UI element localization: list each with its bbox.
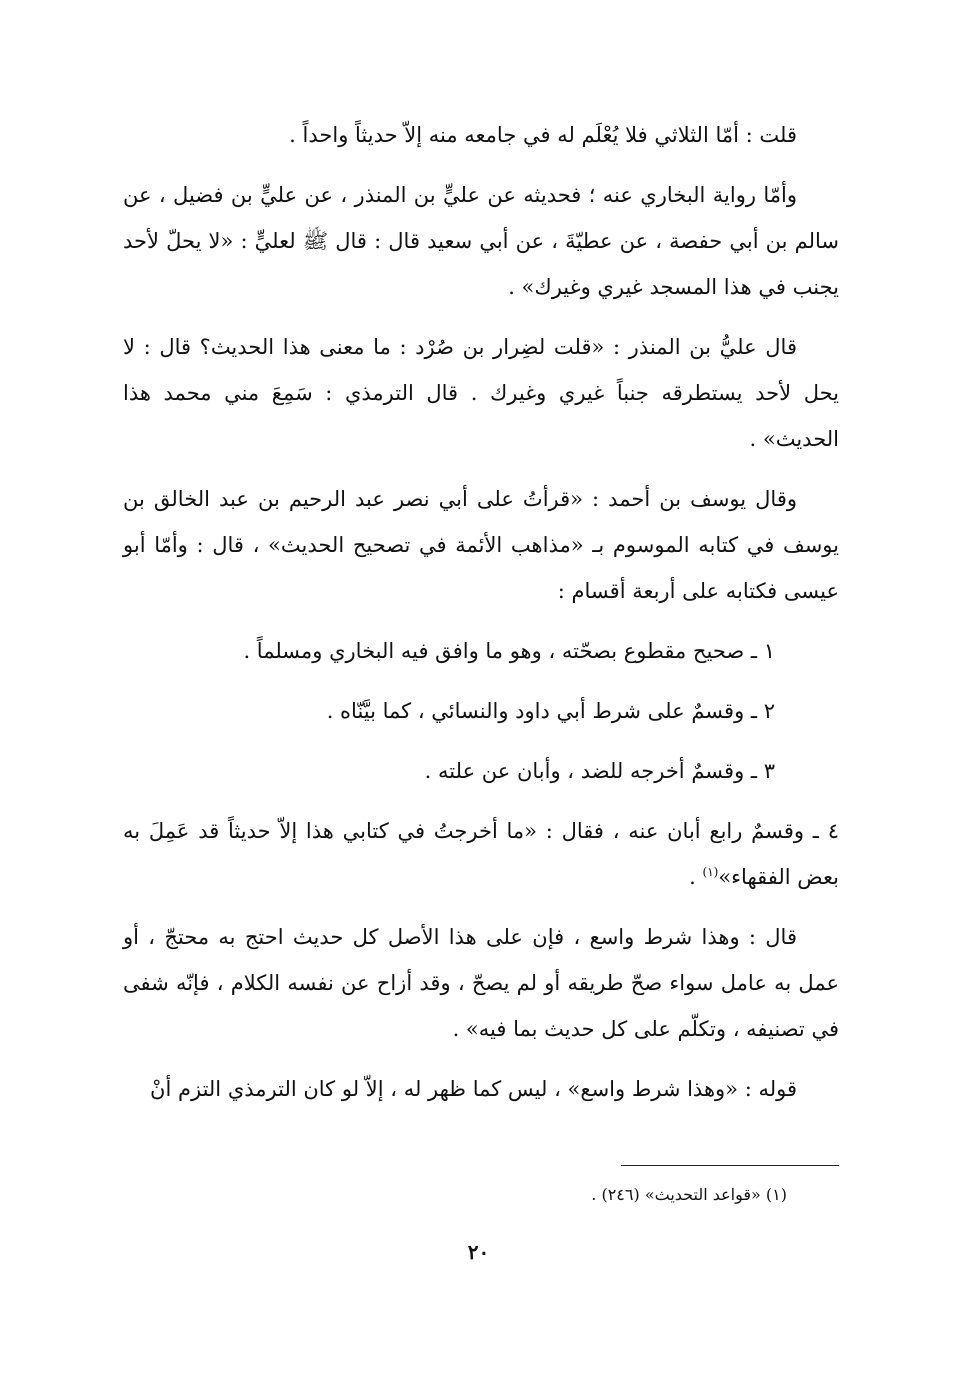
paragraph: قال عليُّ بن المنذر : «قلت لضِرار بن صُرْد : ما معنى هذا الحديث؟ قال : لا يحل لأحد يستطرقه جنباً غيري وغيرك . قال الترمذي : سَمِعَ مني محمد هذا الحديث» . [123, 335, 839, 451]
list-item: ٢ ـ وقسمٌ على شرط أبي داود والنسائي ، كما بيَّنّاه . [326, 699, 775, 723]
footnote: (١) «قواعد التحديث» (٢٤٦) . [591, 1185, 787, 1204]
paragraph: قال : وهذا شرط واسع ، فإن على هذا الأصل كل حديث احتج به محتجّ ، أو عمل به عامل سواء صحّ طريقه أو لم يصحّ ، وقد أزاح عن نفسه الكلام ، فإنّه شفى في تصنيفه ، وتكلّم على كل حديث بما فيه» . [123, 925, 839, 1041]
footnote-marker: (١) [702, 865, 719, 879]
paragraph: وقال يوسف بن أحمد : «قرأتُ على أبي نصر عبد الرحيم بن عبد الخالق بن يوسف في كتابه الموسوم بـ «مذاهب الأئمة في تصحيح الحديث» ، قال : وأمّا أبو عيسى فكتابه على أربعة أقسام : [123, 487, 839, 603]
list-item: ٣ ـ وقسمٌ أخرجه للضد ، وأبان عن علته . [424, 759, 775, 783]
footnote-divider [621, 1165, 839, 1166]
paragraph: قلت : أمّا الثلاثي فلا يُعْلَم له في جامعه منه إلاّ حديثاً واحداً . [289, 123, 797, 147]
list-item: ١ ـ صحيح مقطوع بصحّته ، وهو ما وافق فيه البخاري ومسلماً . [243, 639, 775, 663]
list-item [123, 808, 839, 900]
paragraph: قوله : «وهذا شرط واسع» ، ليس كما ظهر له ، إلاّ لو كان الترمذي التزم أنْ [150, 1077, 797, 1101]
main-text [123, 112, 839, 1126]
list-item-end: . [689, 865, 703, 889]
page-number: ٢٠ [467, 1240, 490, 1264]
list-item-text: ٤ ـ وقسمٌ رابع أبان عنه ، فقال : «ما أخرجتُ في كتابي هذا إلاّ حديثاً قد عَمِلَ به بعض الفقهاء» [123, 819, 839, 889]
paragraph: وأمّا رواية البخاري عنه ؛ فحديثه عن عليٍّ بن المنذر ، عن عليٍّ بن فضيل ، عن سالم بن أبي حفصة ، عن عطيّةَ ، عن أبي سعيد قال : قال ﷺ لعليٍّ : «لا يحلّ لأحد يجنب في هذا المسجد غيري وغيرك» . [123, 183, 839, 299]
